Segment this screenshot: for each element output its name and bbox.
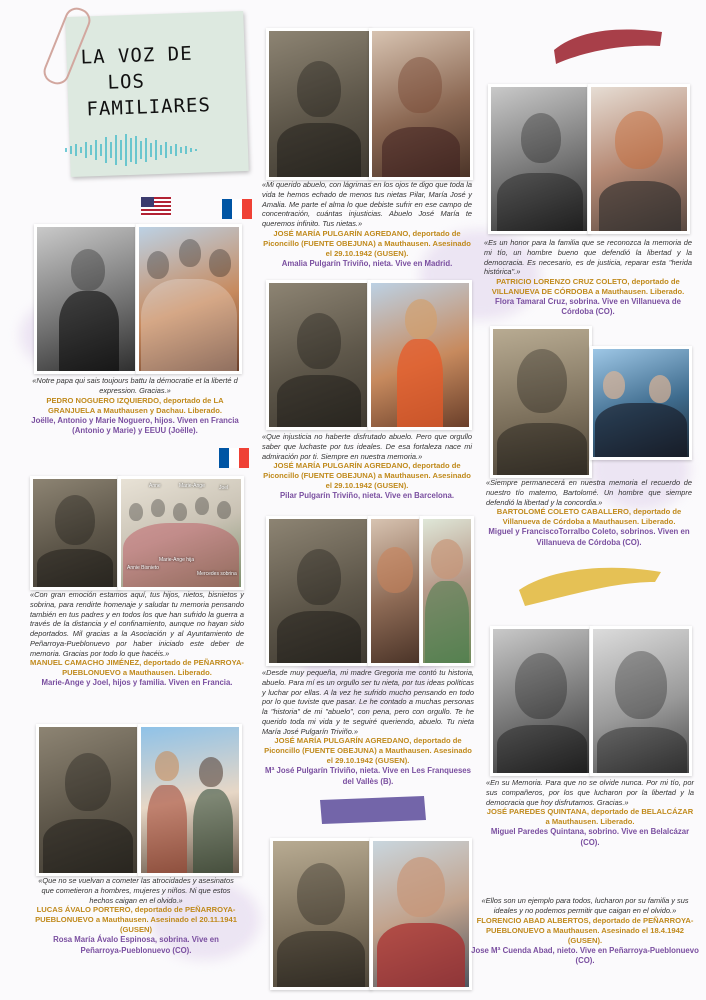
red-paint-stroke xyxy=(548,20,668,66)
testimony-block xyxy=(486,778,694,848)
photo-label: Annie Bisnieto xyxy=(127,565,159,571)
family-info: Amalia Pulgarín Triviño, nieta. Vive en Madrid. xyxy=(281,258,453,268)
deportee-info: JOSÉ MARÍA PULGARÍN AGREDANO, deportado de Piconcillo (FUENTE OBEJUNA) a Mauthausen. Asesinado el 29.10.1942 (GUSEN). xyxy=(263,461,471,491)
deportee-portrait-photo xyxy=(490,626,592,776)
family-info: Pilar Pulgarín Triviño, nieta. Vive en Barcelona. xyxy=(279,491,455,501)
testimony-block xyxy=(262,180,472,269)
deportee-info: JOSÉ PAREDES QUINTANA, deportado de BELALCÁZAR a Mauthausen. Liberado. xyxy=(486,807,694,827)
testimony-quote: «Desde muy pequeña, mi madre Gregoria me contó tu historia, abuelo. Para mí es un orgullo ser tu nieta, por tus ideas políticas y luchar por ellas. A la vez he sufrido mucho pensando en todo por lo que tuviste que pasar. Le he contado a muchas personas la "historia" de mi "abuelo", con pena, pero con orgullo. Te he querido toda mi vida y te seguiré queriendo, abuelo. Tu nieta María José Pulgarín Triviño.» xyxy=(262,668,474,736)
flag-france-icon xyxy=(219,448,249,468)
deportee-portrait-photo xyxy=(270,838,372,990)
deportee-portrait-photo xyxy=(266,280,370,430)
relative-group-photo xyxy=(118,476,244,590)
soundwave-icon xyxy=(62,132,202,168)
photo-label: Joel xyxy=(219,485,229,491)
deportee-portrait-photo xyxy=(490,326,592,478)
flag-usa-icon xyxy=(141,197,171,217)
relative-photo xyxy=(420,516,474,666)
family-info: Mª José Pulgarín Triviño, nieta. Vive en Les Franqueses del Vallès (B). xyxy=(265,766,471,786)
testimony-block xyxy=(32,876,240,956)
family-info: Rosa María Ávalo Espinosa, sobrina. Vive en Peñarroya-Pueblonuevo (CO). xyxy=(53,935,219,955)
testimony-block xyxy=(484,238,692,318)
testimony-quote: «Es un honor para la familia que se reconozca la memoria de mi tío, un hombre bueno que defendió la libertad y la democracia. Es necesario, es de justicia, reparar esta "herida histórica".» xyxy=(484,238,692,277)
deportee-portrait-photo xyxy=(266,516,370,666)
testimony-quote: «En su Memoria. Para que no se olvide nunca. Por mi tío, por sus compañeros, por los que lucharon por la libertad y la democracia que hoy disfrutamos. Gracias.» xyxy=(486,778,694,807)
testimony-quote: «Que injusticia no haberte disfrutado abuelo. Pero que orgullo saber que luchaste por tus ideales. De esa fortaleza nace mi admiración por ti. Siempre en nuestra memoria.» xyxy=(262,432,472,461)
deportee-portrait-photo xyxy=(488,84,590,234)
gold-paint-stroke xyxy=(515,560,665,610)
photo-label: Marie-Ange hija xyxy=(159,557,195,563)
testimony-quote: «Con gran emoción estamos aquí, tus hijos, nietos, bisnietos y sobrina, para rendirte homenaje y saludar tu memoria pensando también en tus padres y en todos los que han sufrido la guerra a través de la distancia y el confinamiento, aunque no hayan sido deportados. Mil gracias a la Asociación y al Ayuntamiento de Peñarroya-Pueblonuevo por haber iniciado este deber de memoria. Gracias por todo lo que hacéis.» xyxy=(30,590,244,658)
deportee-info: JOSÉ MARÍA PULGARÍN AGREDANO, deportado de Piconcillo (FUENTE OBEJUNA) a Mauthausen. Asesinado el 29.10.1942 (GUSEN). xyxy=(263,228,471,258)
testimony-block xyxy=(30,376,240,436)
family-info: Joëlle, Antonio y Marie Noguero, hijos. Viven en Francia (Antonio y Marie) y EEUU (Joëlle). xyxy=(31,415,239,435)
deportee-info: JOSÉ MARÍA PULGARÍN AGREDANO, deportado de Piconcillo (FUENTE OBEJUNA) a Mauthausen. Asesinado el 29.10.1942 (GUSEN). xyxy=(264,736,472,766)
title-line-2: LOS xyxy=(107,70,146,94)
relative-photo xyxy=(590,346,692,460)
family-info: Marie-Ange y Joel, hijos y familia. Viven en Francia. xyxy=(41,678,233,688)
title-line-3: FAMILIARES xyxy=(86,94,212,121)
testimony-quote: «Ellos son un ejemplo para todos, lucharon por su familia y sus ideales y no podemos permitir que caigan en el olvido.» xyxy=(481,896,689,915)
relative-photo xyxy=(370,838,472,990)
relative-photo xyxy=(138,724,242,876)
relative-photo xyxy=(369,28,473,180)
deportee-info: BARTOLOMÉ COLETO CABALLERO, deportado de Villanueva de Córdoba a Mauthausen. Liberado. xyxy=(496,507,682,527)
relative-photo xyxy=(136,224,242,374)
testimony-quote: «Siempre permanecerá en nuestra memoria el recuerdo de nuestro tío materno, Bartolomé. Un hombre que siempre defendió la libertad y la concordia.» xyxy=(486,478,692,507)
testimony-block xyxy=(470,896,700,966)
purple-paint-stroke xyxy=(318,792,428,826)
deportee-portrait-photo xyxy=(34,224,138,374)
relative-photo xyxy=(368,280,472,430)
photo-label: Marie-Ange xyxy=(179,483,205,489)
family-info: Flora Tamaral Cruz, sobrina. Vive en Villanueva de Córdoba (CO). xyxy=(495,297,681,317)
title-line-1: LA VOZ DE xyxy=(80,42,193,69)
photo-label: Anne xyxy=(149,483,161,489)
testimony-quote: «Mi querido abuelo, con lágrimas en los ojos te digo que toda la vida te hemos echado de menos tus nietas Pilar, María José y Amalia. Me parte el alma lo que debiste sufrir en ese campo de concentración, cuántas injusticias. Abuelo José María te queremos infinito. Tus nietas.» xyxy=(262,180,472,229)
family-info: Miguel y FranciscoTorralbo Coleto, sobrinos. Viven en Villanueva de Córdoba (CO). xyxy=(488,527,690,547)
testimony-quote: «Que no se vuelvan a cometer las atrocidades y asesinatos que cometieron a hombres, mujeres y niños. Ni que estos hechos caigan en el olvido.» xyxy=(38,876,234,905)
testimony-quote: «Notre papa qui sais toujours battu la démocratie et la liberté d expression. Gracias.» xyxy=(32,376,238,395)
relative-photo xyxy=(588,84,690,234)
deportee-info: PATRICIO LORENZO CRUZ COLETO, deportado de VILLANUEVA DE CÓRDOBA a Mauthausen. Liberado. xyxy=(491,277,685,297)
family-info: Miguel Paredes Quintana, sobrino. Vive en Belalcázar (CO). xyxy=(490,827,690,847)
photo-label: Mercedes sobrina xyxy=(197,571,237,577)
deportee-info: FLORENCIO ABAD ALBERTOS, deportado de PEÑARROYA-PUEBLONUEVO a Mauthausen. Asesinado el 18.4.1942 (GUSEN). xyxy=(476,915,694,945)
testimony-block xyxy=(262,668,474,787)
testimony-block xyxy=(30,590,244,689)
deportee-portrait-photo xyxy=(266,28,372,180)
relative-photo xyxy=(590,626,692,776)
relative-photo xyxy=(368,516,422,666)
testimony-block xyxy=(486,478,692,548)
deportee-portrait-photo xyxy=(36,724,140,876)
flag-france-icon xyxy=(222,199,252,219)
deportee-info: MANUEL CAMACHO JIMÉNEZ, deportado de PEÑARROYA-PUEBLONUEVO a Mauthausen. Liberado. xyxy=(30,658,244,678)
family-info: Jose Mª Cuenda Abad, nieto. Vive en Peñarroya-Pueblonuevo (CO). xyxy=(471,945,699,965)
testimony-block xyxy=(262,432,472,502)
deportee-info: LUCAS ÁVALO PORTERO, deportado de PEÑARROYA-PUEBLONUEVO a Mauthausen. Asesinado el 20.11.1941 (GUSEN) xyxy=(35,905,237,935)
deportee-portrait-photo xyxy=(30,476,120,590)
deportee-info: PEDRO NOGUERO IZQUIERDO, deportado de LA GRANJUELA a Mauthausen y Dachau. Liberado. xyxy=(46,395,224,415)
